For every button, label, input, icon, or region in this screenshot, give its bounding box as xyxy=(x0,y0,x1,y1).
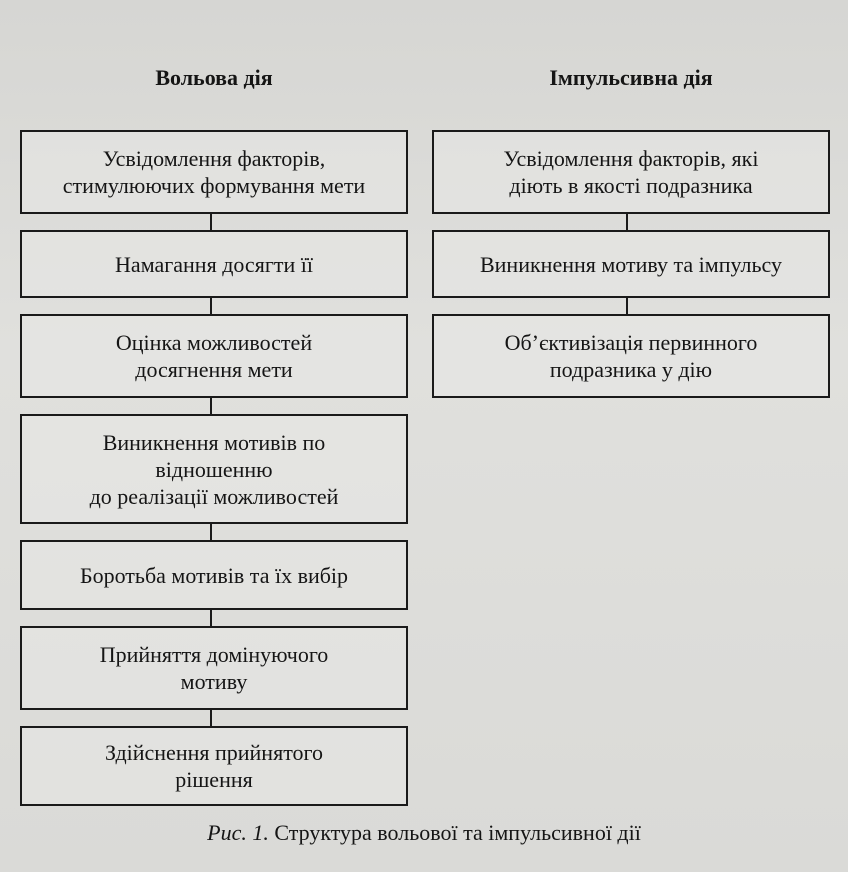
left-column-title: Вольова дія xyxy=(155,65,273,90)
connector-left-1 xyxy=(210,212,212,232)
connector-left-5 xyxy=(210,608,212,628)
connector-left-2 xyxy=(210,296,212,316)
right-step-2: Виникнення мотиву та імпульсу xyxy=(432,230,830,298)
figure-number: Рис. 1. xyxy=(207,820,269,845)
right-step-3: Об’єктивізація первинного подразника у дію xyxy=(432,314,830,398)
connector-left-4 xyxy=(210,522,212,542)
left-step-7: Здійснення прийнятого рішення xyxy=(20,726,408,806)
left-step-2: Намагання досягти її xyxy=(20,230,408,298)
figure-caption-text: Структура вольової та імпульсивної дії xyxy=(268,820,641,845)
figure-caption xyxy=(0,820,848,846)
right-column-title: Імпульсивна дія xyxy=(549,65,713,90)
connector-right-2 xyxy=(626,296,628,316)
left-step-5: Боротьба мотивів та їх вибір xyxy=(20,540,408,610)
left-step-6: Прийняття домінуючого мотиву xyxy=(20,626,408,710)
connector-left-6 xyxy=(210,708,212,728)
connector-right-1 xyxy=(626,212,628,232)
left-step-3: Оцінка можливостей досягнення мети xyxy=(20,314,408,398)
connector-left-3 xyxy=(210,396,212,416)
left-step-1: Усвідомлення факторів, стимулюючих формування мети xyxy=(20,130,408,214)
right-step-1: Усвідомлення факторів, які діють в якості подразника xyxy=(432,130,830,214)
left-step-4: Виникнення мотивів по відношенню до реалізації можливостей xyxy=(20,414,408,524)
